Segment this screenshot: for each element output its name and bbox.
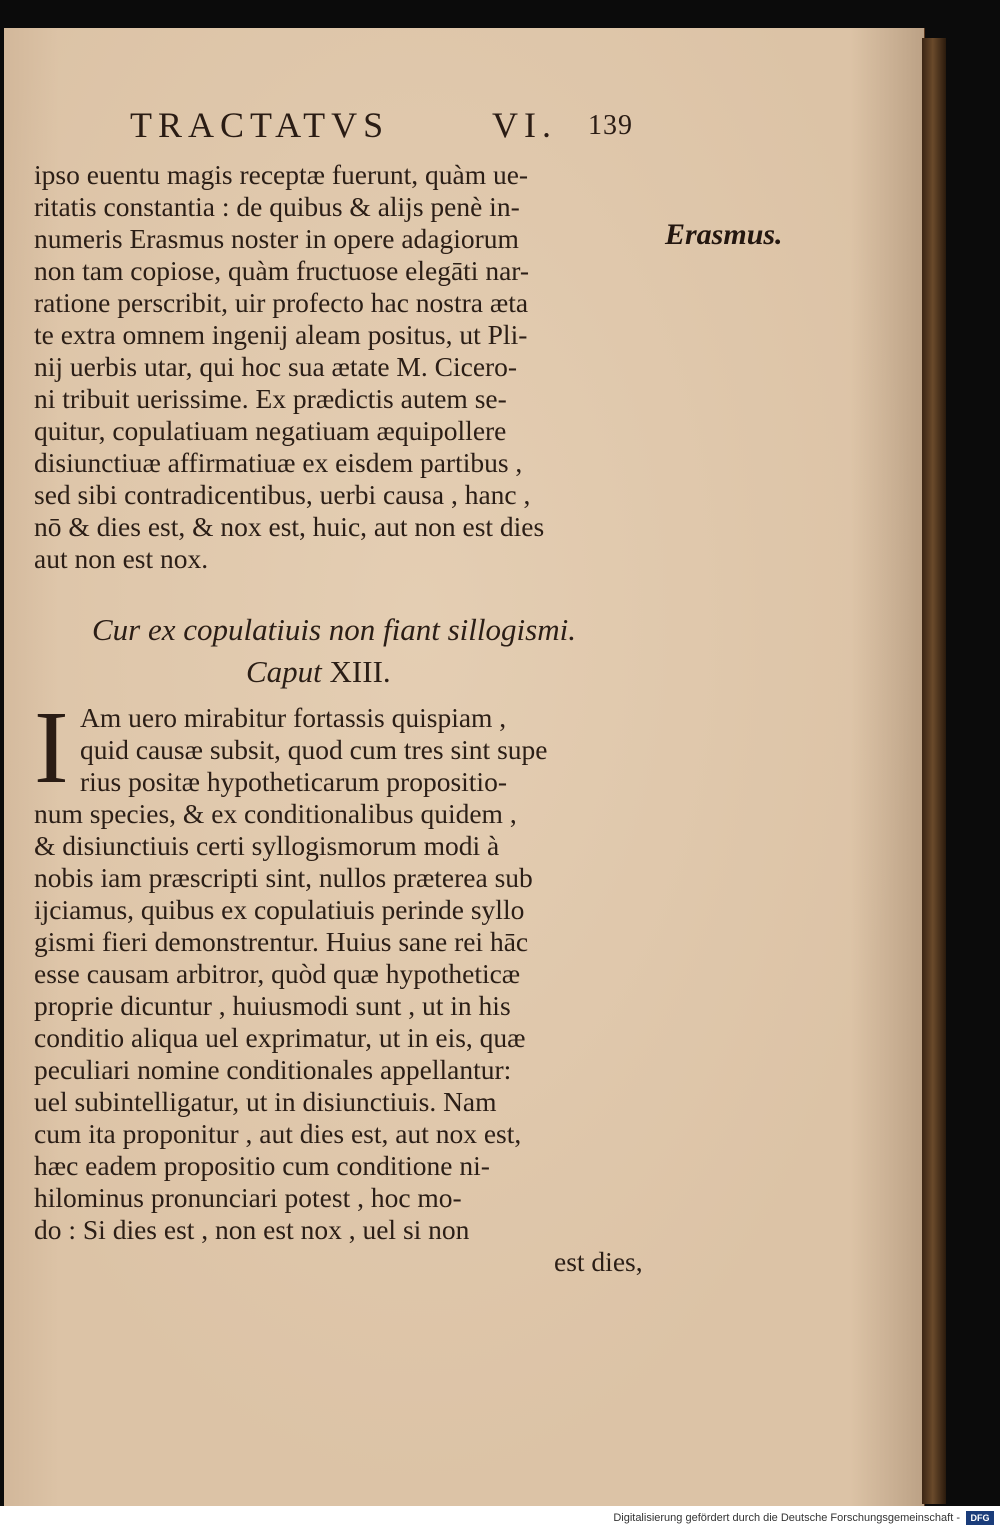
text-line: rius positæ hypotheticarum propositio- [80,766,507,797]
running-head-tractatus-number: VI. [492,105,557,145]
text-line: conditio aliqua uel exprimatur, ut in eis, quæ [34,1022,526,1053]
chapter-heading: Cur ex copulatiuis non fiant sillogismi. [92,612,576,647]
text-line: uel subintelligatur, ut in disiunctiuis. Nam [34,1086,497,1117]
text-line: gismi fieri demonstrentur. Huius sane rei hāc [34,926,529,957]
chapter-subheading [246,654,391,690]
page-edge [922,38,946,1504]
text-line: disiunctiuæ affirmatiuæ ex eisdem partibus , [34,447,523,478]
chapter-number: XIII. [329,654,391,689]
text-line: ni tribuit uerissime. Ex prædictis autem se- [34,383,507,414]
text-line: cum ita proponitur , aut dies est, aut nox est, [34,1118,522,1149]
running-head-title: TRACTATVS [130,105,390,145]
text-line: numeris Erasmus noster in opere adagiorum [34,223,519,254]
dfg-logo-icon: DFG [966,1511,994,1525]
page-number: 139 [588,110,633,141]
footer-credit: Digitalisierung gefördert durch die Deutsche Forschungsgemeinschaft - [613,1512,960,1524]
text-line: nij uerbis utar, qui hoc sua ætate M. Cicero- [34,351,518,382]
text-line: ipso euentu magis receptæ fuerunt, quàm ue- [34,159,529,190]
text-line: Am uero mirabitur fortassis quispiam , [80,702,507,733]
text-line: ritatis constantia : de quibus & alijs penè in- [34,191,520,222]
text-line: aut non est nox. [34,543,209,574]
text-line: & disiunctiuis certi syllogismorum modi à [34,830,500,861]
text-line: quitur, copulatiuam negatiuam æquipollere [34,415,507,446]
text-line: hæc eadem propositio cum conditione ni- [34,1150,490,1181]
drop-initial: I [34,690,69,805]
text-line: ratione perscribit, uir profecto hac nostra æta [34,287,529,318]
text-line: quid causæ subsit, quod cum tres sint supe [80,734,548,765]
paragraph-1 [34,159,664,579]
text-line: nobis iam præscripti sint, nullos præterea sub [34,862,533,893]
text-line: hilominus pronunciari potest , hoc mo- [34,1182,462,1213]
running-head [130,104,650,144]
text-line: esse causam arbitror, quòd quæ hypotheticæ [34,958,521,989]
text-line: est dies, [554,1246,643,1277]
text-line: sed sibi contradicentibus, uerbi causa , hanc , [34,479,531,510]
text-line: ijciamus, quibus ex copulatiuis perinde syllo [34,894,525,925]
chapter-label: Caput [246,654,322,689]
text-line: num species, & ex conditionalibus quidem , [34,798,517,829]
margin-note: Erasmus. [665,218,783,251]
text-line: non tam copiose, quàm fructuose elegāti nar- [34,255,530,286]
text-line: do : Si dies est , non est nox , uel si non [34,1214,470,1245]
text-line: te extra omnem ingenij aleam positus, ut Pli- [34,319,528,350]
text-line: nō & dies est, & nox est, huic, aut non est dies [34,511,545,542]
paragraph-2 [34,690,674,1282]
text-line: peculiari nomine conditionales appellantur: [34,1054,512,1085]
text-line: proprie dicuntur , huiusmodi sunt , ut in his [34,990,511,1021]
footer-bar [0,1506,1000,1531]
